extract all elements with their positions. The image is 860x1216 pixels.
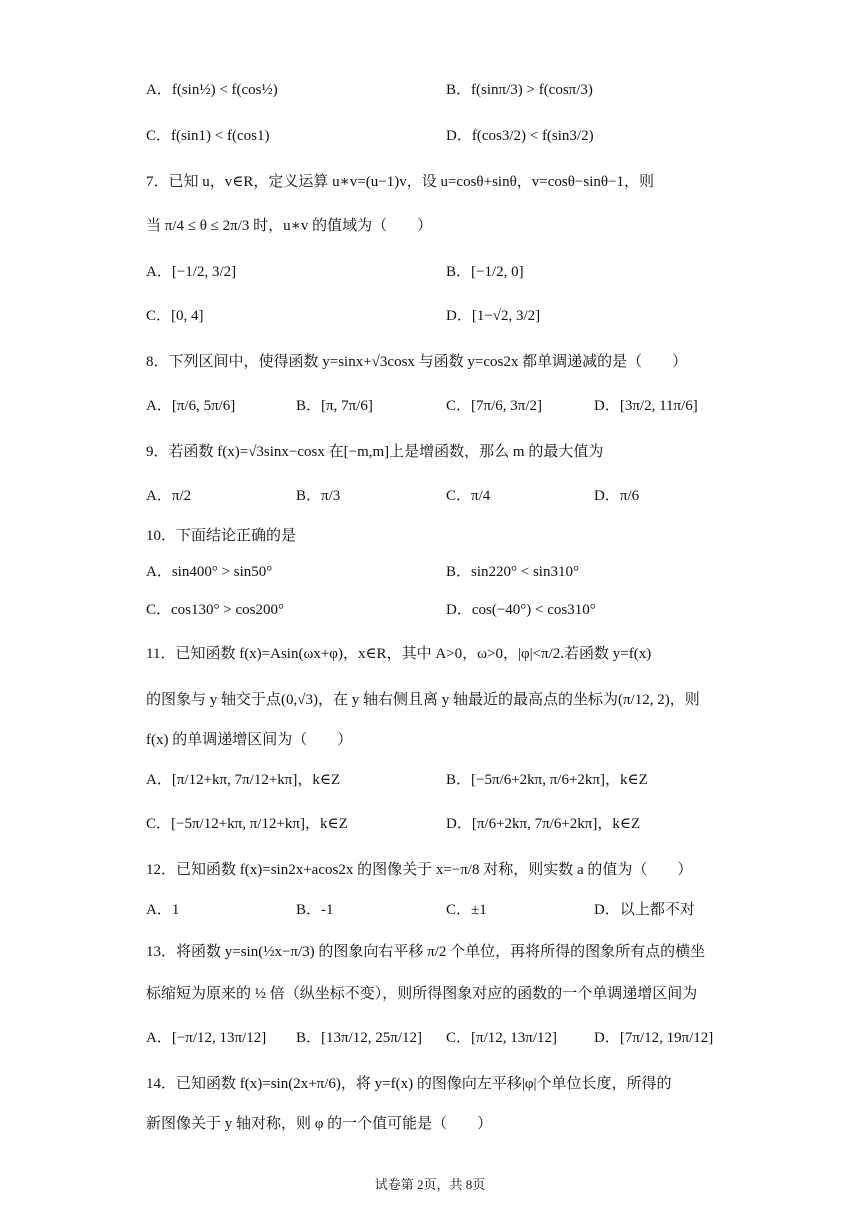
q13-stem-line1: 13．将函数 y=sin(½x−π/3) 的图象向右平移 π/2 个单位，再将所得的图象所有点的横坐 [146,944,706,960]
q10-stem: 10．下面结论正确的是 [146,528,297,544]
q6-option-d: D．f(cos3/2) < f(sin3/2) [446,128,594,144]
q6-option-b: B．f(sinπ/3) > f(cosπ/3) [446,82,593,98]
q10-option-c: C．cos130° > cos200° [146,602,284,618]
q13-option-d: D．[7π/12, 19π/12] [594,1030,714,1046]
q9-stem: 9．若函数 f(x)=√3sinx−cosx 在[−m,m]上是增函数，那么 m 的最大值为 [146,444,604,460]
q7-option-b: B．[−1/2, 0] [446,264,524,280]
q8-option-c: C．[7π/6, 3π/2] [446,398,542,414]
q11-stem-line2: 的图象与 y 轴交于点(0,√3)，在 y 轴右侧且离 y 轴最近的最高点的坐标为(π/12, 2)，则 [146,692,700,708]
q7-stem-line2: 当 π/4 ≤ θ ≤ 2π/3 时，u∗v 的值域为（ ） [146,218,433,234]
q10-option-b: B．sin220° < sin310° [446,564,579,580]
q11-option-b: B．[−5π/6+2kπ, π/6+2kπ]，k∈Z [446,772,648,788]
q13-option-c: C．[π/12, 13π/12] [446,1030,557,1046]
q13-option-a: A．[−π/12, 13π/12] [146,1030,267,1046]
q12-option-b: B．-1 [296,902,334,918]
q8-option-d: D．[3π/2, 11π/6] [594,398,698,414]
q9-option-d: D．π/6 [594,488,640,504]
q13-option-b: B．[13π/12, 25π/12] [296,1030,422,1046]
q14-stem-line1: 14．已知函数 f(x)=sin(2x+π/6)，将 y=f(x) 的图像向左平移|φ|个单位长度，所得的 [146,1076,672,1092]
q14-stem-line2: 新图像关于 y 轴对称，则 φ 的一个值可能是（ ） [146,1116,493,1132]
q13-stem-line2: 标缩短为原来的 ½ 倍（纵坐标不变），则所得图象对应的函数的一个单调递增区间为 [146,986,698,1002]
q8-option-b: B．[π, 7π/6] [296,398,373,414]
q12-option-d: D．以上都不对 [594,902,695,918]
q8-option-a: A．[π/6, 5π/6] [146,398,236,414]
page-footer: 试卷第 2页，共 8页 [374,1177,486,1192]
q7-option-d: D．[1−√2, 3/2] [446,308,541,324]
q6-option-c: C．f(sin1) < f(cos1) [146,128,270,144]
q12-option-a: A．1 [146,902,180,918]
q7-stem-line1: 7．已知 u，v∈R，定义运算 u∗v=(u−1)v，设 u=cosθ+sinθ，v=cosθ−sinθ−1，则 [146,174,655,190]
q10-option-d: D．cos(−40°) < cos310° [446,602,596,618]
q11-option-d: D．[π/6+2kπ, 7π/6+2kπ]，k∈Z [446,816,641,832]
q12-stem: 12．已知函数 f(x)=sin2x+acos2x 的图像关于 x=−π/8 对称，则实数 a 的值为（ ） [146,862,693,878]
q10-option-a: A．sin400° > sin50° [146,564,273,580]
q11-option-c: C．[−5π/12+kπ, π/12+kπ]，k∈Z [146,816,348,832]
q12-option-c: C．±1 [446,902,487,918]
q6-option-a: A．f(sin½) < f(cos½) [146,82,278,98]
q8-stem: 8．下列区间中，使得函数 y=sinx+√3cosx 与函数 y=cos2x 都单调递减的是（ ） [146,354,688,370]
q9-option-c: C．π/4 [446,488,491,504]
q9-option-a: A．π/2 [146,488,192,504]
q11-stem-line1: 11．已知函数 f(x)=Asin(ωx+φ)，x∈R，其中 A>0，ω>0，|φ|<π/2.若函数 y=f(x) [146,646,652,662]
q7-option-c: C．[0, 4] [146,308,204,324]
q7-option-a: A．[−1/2, 3/2] [146,264,237,280]
q11-stem-line3: f(x) 的单调递增区间为（ ） [146,732,353,748]
q9-option-b: B．π/3 [296,488,341,504]
q11-option-a: A．[π/12+kπ, 7π/12+kπ]，k∈Z [146,772,341,788]
